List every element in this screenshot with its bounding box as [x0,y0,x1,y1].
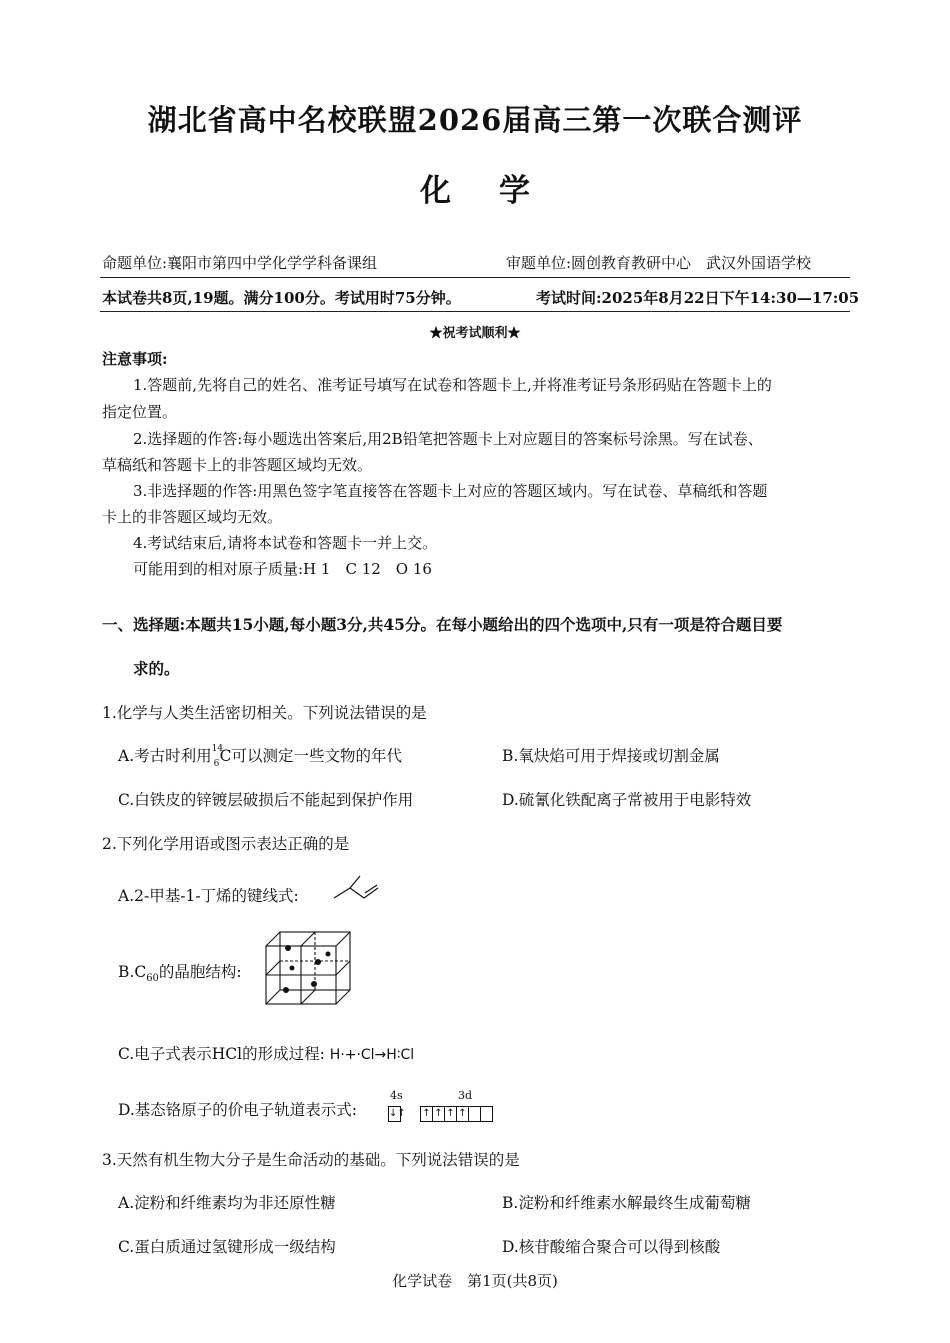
question-2-stem: 2.下列化学用语或图示表达正确的是 [102,835,350,853]
exam-time: 考试时间:2025年8月22日下午14:30—17:05 [536,289,860,307]
notice-item-3-line-2: 卡上的非答题区域均无效。 [102,508,283,526]
question-1-stem: 1.化学与人类生活密切相关。下列说法错误的是 [102,704,427,722]
page-footer: 化学试卷 第1页(共8页) [392,1272,558,1290]
notice-item-2-line-1: 2.选择题的作答:每小题选出答案后,用2B铅笔把答题卡上对应题目的答案标号涂黑。写在试卷、 [133,430,763,448]
orbital-3d-box: ↑ [432,1106,445,1122]
atomic-masses: 可能用到的相对原子质量:H 1 C 12 O 16 [133,560,432,578]
good-luck-banner: ★祝考试顺利★ [429,326,521,341]
section-1-instructions-cont: 求的。 [133,659,180,678]
reviewer-unit: 审题单位:圆创教育教研中心 武汉外国语学校 [506,254,812,272]
section-1-instructions: 一、选择题:本题共15小题,每小题3分,共45分。在每小题给出的四个选项中,只有一项是符合题目要 [102,615,783,634]
question-2-option-c: C.电子式表示HCl的形成过程: H·+·Cl→H∶Cl [118,1045,415,1063]
setter-unit: 命题单位:襄阳市第四中学化学学科备课组 [102,254,378,272]
exam-title: 湖北省高中名校联盟2026届高三第一次联合测评 [147,103,803,137]
orbital-4s-label: 4s [390,1089,403,1102]
c60-unit-cell-diagram [262,928,354,1010]
question-1-option-d: D.硫氰化铁配离子常被用于电影特效 [502,791,752,809]
orbital-4s-box: ↓↑ [388,1103,400,1122]
notice-item-3-line-1: 3.非选择题的作答:用黑色签字笔直接答在答题卡上对应的答题区域内。写在试卷、草稿纸和答题 [133,482,768,500]
skeletal-formula-diagram [330,872,390,902]
question-3-stem: 3.天然有机生物大分子是生命活动的基础。下列说法错误的是 [102,1151,520,1169]
question-2-option-a: A.2-甲基-1-丁烯的键线式: [118,887,299,905]
orbital-3d-box: ↑ [420,1106,433,1122]
notice-item-1-line-1: 1.答题前,先将自己的姓名、准考证号填写在试卷和答题卡上,并将准考证号条形码贴在答题卡上的 [133,376,772,394]
notice-item-4: 4.考试结束后,请将本试卷和答题卡一并上交。 [133,534,438,552]
subject-title: 化学 [420,173,578,209]
question-1-option-b: B.氧炔焰可用于焊接或切割金属 [502,747,720,765]
question-1-option-c: C.白铁皮的锌镀层破损后不能起到保护作用 [118,791,414,809]
info-divider [100,311,850,312]
question-2-option-d: D.基态铬原子的价电子轨道表示式: [118,1101,358,1119]
notice-item-1-line-2: 指定位置。 [102,403,178,421]
orbital-3d-box: ↑ [444,1106,457,1122]
question-1-option-a: A.考古时利用 14 6 C可以测定一些文物的年代 [118,744,403,769]
orbital-3d-boxes [420,1103,492,1122]
orbital-3d-box: ↑ [456,1106,469,1122]
orbital-3d-box [480,1106,493,1122]
question-3-option-d: D.核苷酸缩合聚合可以得到核酸 [502,1238,721,1256]
question-2-option-b: $B.C_{60}$的晶胞结构: [118,963,242,985]
question-3-option-a: A.淀粉和纤维素均为非还原性糖 [118,1194,336,1212]
header-divider [100,277,850,278]
question-3-option-c: C.蛋白质通过氢键形成一级结构 [118,1238,336,1256]
question-3-option-b: B.淀粉和纤维素水解最终生成葡萄糖 [502,1194,751,1212]
notice-heading: 注意事项: [102,350,168,368]
notice-item-2-line-2: 草稿纸和答题卡上的非答题区域均无效。 [102,456,373,474]
orbital-3d-label: 3d [458,1089,473,1102]
paper-info: 本试卷共8页,19题。满分100分。考试用时75分钟。 [102,289,461,307]
